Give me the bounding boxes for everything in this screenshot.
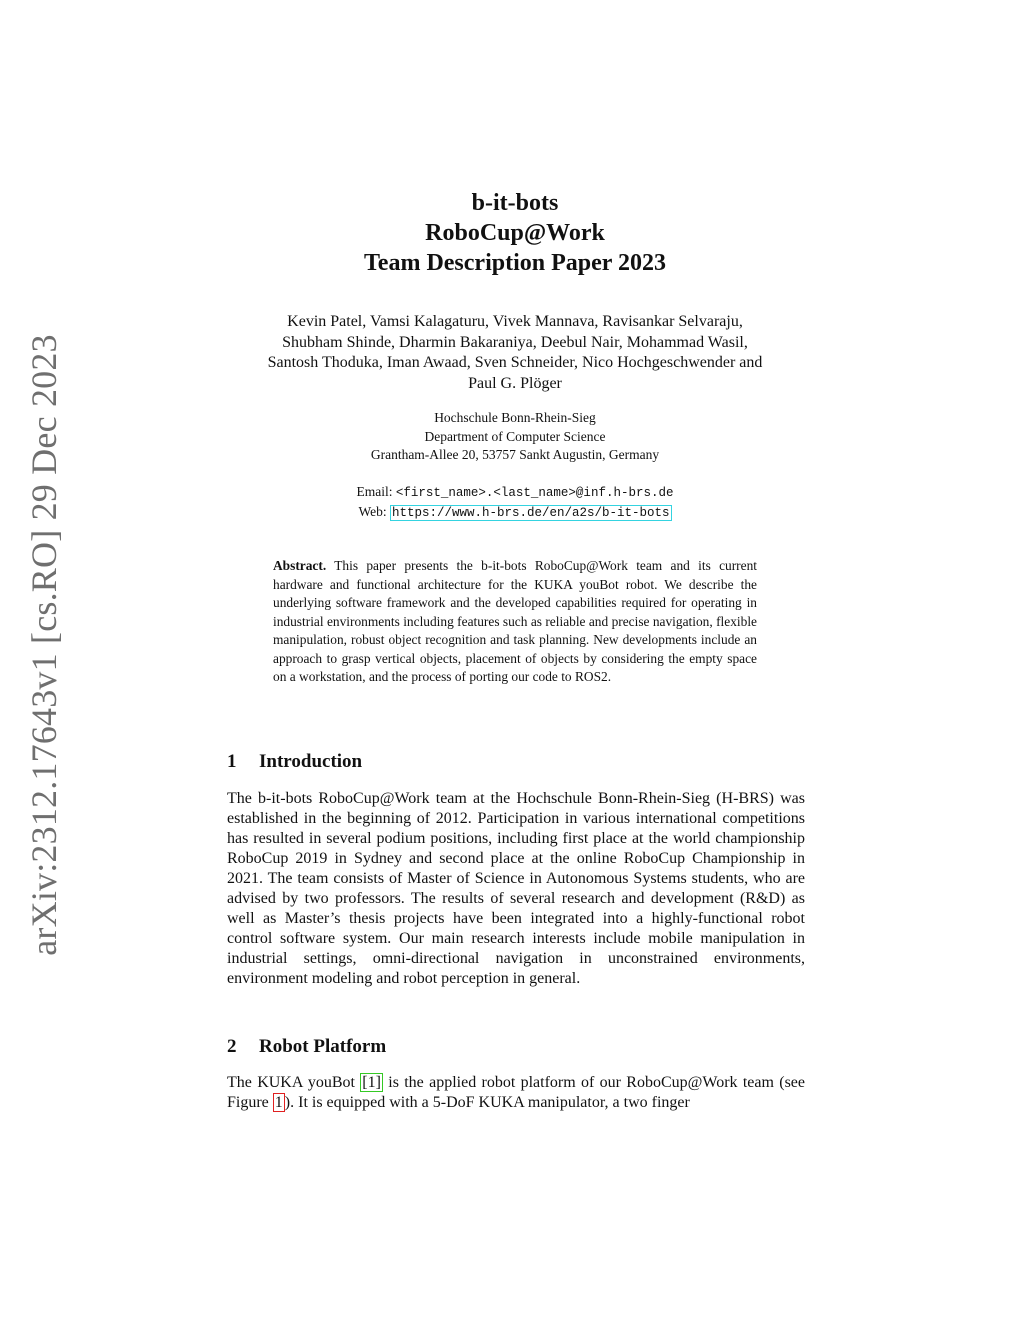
- web-link[interactable]: https://www.h-brs.de/en/a2s/b-it-bots: [391, 505, 670, 520]
- section-heading-introduction: [227, 751, 362, 773]
- abstract-label: Abstract.: [273, 558, 327, 573]
- section-title: Introduction: [259, 751, 363, 772]
- department: Department of Computer Science: [424, 428, 606, 444]
- paragraph-text: ). It is equipped with a 5-DoF KUKA manipulator, a two finger: [284, 1094, 690, 1111]
- author-line: Santosh Thoduka, Iman Awaad, Sven Schneider, Nico Hochgeschwender and: [267, 354, 763, 371]
- section-number: 1: [227, 751, 237, 772]
- figure-reference-link[interactable]: 1: [274, 1094, 283, 1111]
- web-label: Web:: [358, 503, 387, 519]
- title-line-1: b-it-bots: [471, 190, 559, 216]
- abstract: [273, 557, 757, 687]
- author-line: Kevin Patel, Vamsi Kalagaturu, Vivek Mannava, Ravisankar Selvaraju,: [287, 313, 743, 330]
- title-line-2: RoboCup@Work: [425, 220, 605, 246]
- section-title: Robot Platform: [259, 1036, 387, 1057]
- arxiv-identifier: arXiv:2312.17643v1 [cs.RO] 29 Dec 2023: [24, 334, 64, 956]
- email-line: [225, 483, 805, 503]
- author-line: Paul G. Plöger: [468, 374, 562, 392]
- web-line: [225, 503, 805, 523]
- robot-platform-paragraph: [227, 1073, 805, 1113]
- contact-info: [225, 483, 805, 522]
- introduction-paragraph: The b-it-bots RoboCup@Work team at the Hochschule Bonn-Rhein-Sieg (H-BRS) was established in the beginning of 2012. Participation in various international competitions has resulted in several podium positions, including first place at the world championship RoboCup 2019 in Sydney and second place at the online RoboCup Championship in 2021. The team consists of Master of Science in Autonomous Systems students, who are advised by two professors. The results of several research and development (R&D) as well as Master’s thesis projects have been integrated into a highly-functional robot control software system. Our main research interests include mobile manipulation in industrial settings, omni-directional navigation in unconstrained environments, environment modeling and robot perception in general.: [227, 790, 805, 987]
- affiliation: [225, 409, 805, 465]
- email-label: Email:: [356, 484, 393, 499]
- section-number: 2: [227, 1036, 237, 1057]
- author-list: [225, 312, 805, 394]
- author-line: Shubham Shinde, Dharmin Bakaraniya, Deebul Nair, Mohammad Wasil,: [282, 333, 748, 351]
- institution: Hochschule Bonn-Rhein-Sieg: [434, 410, 596, 425]
- citation-link[interactable]: [1]: [362, 1074, 381, 1091]
- email-address: <first_name>.<last_name>@inf.h-brs.de: [395, 486, 674, 500]
- title-line-3: Team Description Paper 2023: [364, 250, 666, 276]
- paragraph-text: is the applied robot platform of our RoboCup@Work team (see Figure: [227, 1074, 806, 1111]
- paragraph-text: The KUKA youBot: [227, 1074, 361, 1091]
- abstract-text: This paper presents the b-it-bots RoboCup@Work team and its current hardware and functional architecture for the KUKA youBot robot. We describe the underlying software framework and the developed capabilities required for operating in industrial environments including features such as reliable and precise navigation, flexible manipulation, robust object recognition and task planning. New developments include an approach to grasp vertical objects, placement of objects by considering the empty space on a workstation, and the process of porting our code to ROS2.: [273, 558, 757, 684]
- section-heading-robot-platform: [227, 1036, 386, 1058]
- paper-title: [225, 188, 805, 278]
- address: Grantham-Allee 20, 53757 Sankt Augustin, Germany: [370, 447, 660, 462]
